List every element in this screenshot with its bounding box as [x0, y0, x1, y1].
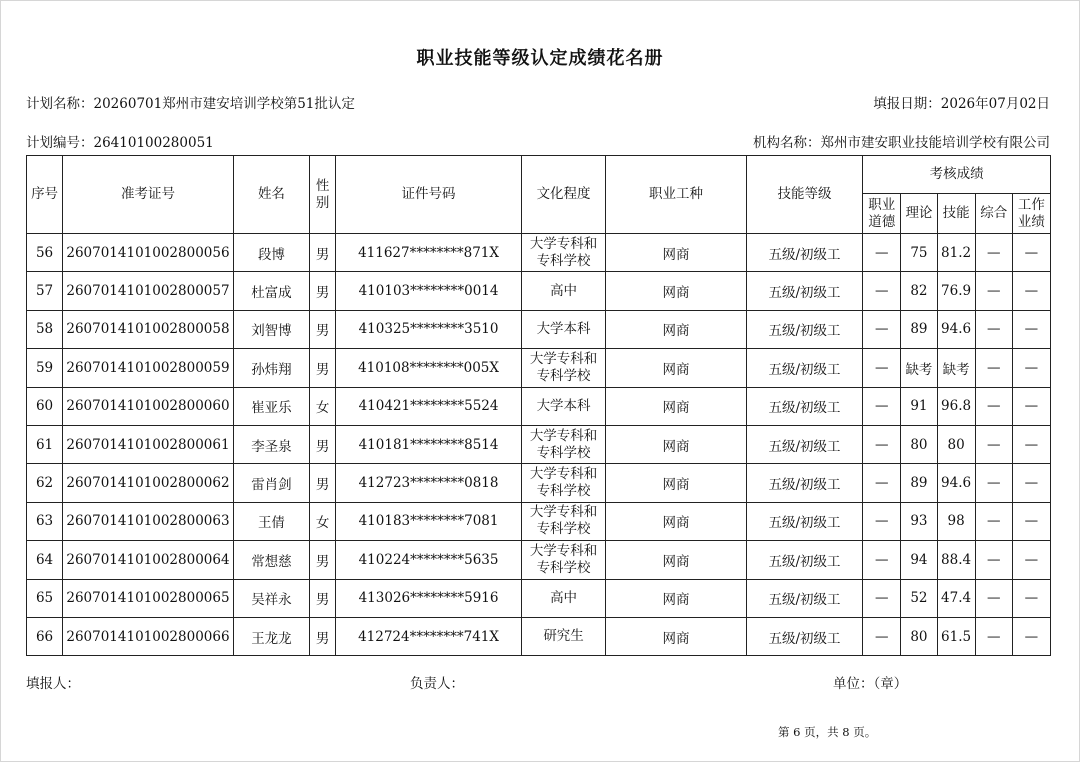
cell-ethics: —	[863, 349, 901, 387]
cell-skill-level: 五级/初级工	[746, 425, 862, 463]
document-title: 职业技能等级认定成绩花名册	[416, 48, 664, 69]
cell-gender: 男	[310, 617, 336, 655]
cell-seq: 65	[27, 579, 63, 617]
cell-work: —	[1012, 464, 1050, 502]
cell-education-line1: 大学专科和	[529, 542, 598, 559]
cell-skill: 61.5	[937, 617, 975, 655]
cell-id-no: 413026********5916	[336, 579, 522, 617]
cell-theory: 缺考	[901, 349, 937, 387]
cell-exam-no: 2607014101002800058	[63, 310, 234, 348]
table-row	[27, 541, 1051, 579]
cell-seq: 57	[27, 272, 63, 310]
cell-skill-level: 五级/初级工	[746, 272, 862, 310]
cell-skill-level: 五级/初级工	[746, 502, 862, 540]
cell-education	[521, 272, 605, 310]
cell-name: 常想慈	[233, 541, 309, 579]
cell-exam-no: 2607014101002800065	[63, 579, 234, 617]
cell-seq: 63	[27, 502, 63, 540]
cell-skill-level: 五级/初级工	[746, 464, 862, 502]
plan-name-value: 20260701郑州市建安培训学校第51批认定	[93, 96, 355, 112]
cell-ethics: —	[863, 502, 901, 540]
fill-date	[873, 92, 1050, 112]
cell-skill: 96.8	[937, 387, 975, 425]
cell-education	[521, 617, 605, 655]
cell-education	[521, 579, 605, 617]
cell-occupation: 网商	[606, 579, 747, 617]
header-ethics-line2: 道德	[868, 213, 896, 230]
cell-skill-level: 五级/初级工	[746, 579, 862, 617]
cell-work: —	[1012, 425, 1050, 463]
cell-id-no: 411627********871X	[336, 234, 522, 272]
header-theory: 理论	[901, 194, 937, 234]
cell-education-line2: 专科学校	[536, 252, 591, 269]
cell-name: 刘智博	[233, 310, 309, 348]
cell-id-no: 412724********741X	[336, 617, 522, 655]
cell-gender: 女	[310, 502, 336, 540]
cell-work: —	[1012, 502, 1050, 540]
cell-skill: 98	[937, 502, 975, 540]
cell-occupation: 网商	[606, 541, 747, 579]
cell-occupation: 网商	[606, 502, 747, 540]
header-work-line2: 业绩	[1017, 213, 1045, 230]
header-scores: 考核成绩	[863, 156, 1051, 194]
org-name	[753, 131, 1050, 151]
cell-comprehensive: —	[975, 349, 1012, 387]
cell-comprehensive: —	[975, 579, 1012, 617]
cell-exam-no: 2607014101002800064	[63, 541, 234, 579]
plan-number-value: 26410100280051	[93, 135, 214, 151]
cell-seq: 64	[27, 541, 63, 579]
header-gender-line2: 别	[315, 194, 330, 211]
cell-ethics: —	[863, 234, 901, 272]
cell-education-line2: 专科学校	[536, 521, 591, 538]
cell-comprehensive: —	[975, 425, 1012, 463]
table-row	[27, 617, 1051, 655]
cell-ethics: —	[863, 387, 901, 425]
cell-education-line1: 大学专科和	[529, 466, 598, 483]
cell-seq: 66	[27, 617, 63, 655]
cell-skill: 94.6	[937, 464, 975, 502]
cell-id-no: 410421********5524	[336, 387, 522, 425]
cell-work: —	[1012, 541, 1050, 579]
cell-work: —	[1012, 310, 1050, 348]
plan-name-label: 计划名称：	[26, 96, 94, 112]
cell-gender: 男	[310, 310, 336, 348]
cell-comprehensive: —	[975, 541, 1012, 579]
cell-theory: 75	[901, 234, 937, 272]
cell-occupation: 网商	[606, 349, 747, 387]
cell-education	[521, 387, 605, 425]
cell-comprehensive: —	[975, 502, 1012, 540]
header-comprehensive: 综合	[975, 194, 1012, 234]
plan-number	[26, 131, 214, 151]
cell-education-line2: 专科学校	[536, 367, 591, 384]
cell-education	[521, 541, 605, 579]
header-education: 文化程度	[521, 156, 605, 234]
cell-education-line1: 大学本科	[536, 320, 591, 337]
cell-skill: 47.4	[937, 579, 975, 617]
fill-date-label: 填报日期：	[873, 96, 941, 112]
header-occupation: 职业工种	[606, 156, 747, 234]
cell-skill-level: 五级/初级工	[746, 541, 862, 579]
cell-gender: 男	[310, 349, 336, 387]
cell-ethics: —	[863, 272, 901, 310]
cell-work: —	[1012, 349, 1050, 387]
cell-education	[521, 310, 605, 348]
page-number: 第 6 页，共 8 页。	[778, 725, 877, 739]
cell-work: —	[1012, 234, 1050, 272]
cell-work: —	[1012, 617, 1050, 655]
cell-seq: 58	[27, 310, 63, 348]
cell-gender: 男	[310, 234, 336, 272]
cell-education-line2: 专科学校	[536, 444, 591, 461]
cell-ethics: —	[863, 464, 901, 502]
cell-seq: 56	[27, 234, 63, 272]
cell-comprehensive: —	[975, 234, 1012, 272]
cell-skill: 76.9	[937, 272, 975, 310]
cell-occupation: 网商	[606, 617, 747, 655]
header-exam-no: 准考证号	[63, 156, 234, 234]
cell-education-line1: 大学本科	[536, 397, 591, 414]
table-row	[27, 502, 1051, 540]
header-work	[1012, 194, 1050, 234]
cell-education-line2: 专科学校	[536, 483, 591, 500]
cell-theory: 89	[901, 464, 937, 502]
cell-skill: 缺考	[937, 349, 975, 387]
cell-occupation: 网商	[606, 272, 747, 310]
org-name-label: 机构名称：	[753, 135, 821, 151]
cell-education	[521, 234, 605, 272]
cell-name: 孙炜翔	[233, 349, 309, 387]
cell-name: 崔亚乐	[233, 387, 309, 425]
table-row	[27, 310, 1051, 348]
cell-occupation: 网商	[606, 464, 747, 502]
header-skill: 技能	[937, 194, 975, 234]
cell-skill: 88.4	[937, 541, 975, 579]
header-gender	[310, 156, 336, 234]
cell-id-no: 410181********8514	[336, 425, 522, 463]
cell-education	[521, 425, 605, 463]
header-gender-line1: 性	[315, 177, 330, 194]
cell-exam-no: 2607014101002800056	[63, 234, 234, 272]
cell-id-no: 410103********0014	[336, 272, 522, 310]
cell-name: 李圣泉	[233, 425, 309, 463]
cell-occupation: 网商	[606, 234, 747, 272]
cell-occupation: 网商	[606, 387, 747, 425]
table-row	[27, 272, 1051, 310]
cell-work: —	[1012, 272, 1050, 310]
cell-name: 吴祥永	[233, 579, 309, 617]
cell-skill-level: 五级/初级工	[746, 617, 862, 655]
cell-seq: 62	[27, 464, 63, 502]
cell-theory: 80	[901, 617, 937, 655]
cell-ethics: —	[863, 425, 901, 463]
cell-work: —	[1012, 579, 1050, 617]
cell-name: 王龙龙	[233, 617, 309, 655]
cell-comprehensive: —	[975, 617, 1012, 655]
cell-name: 雷肖剑	[233, 464, 309, 502]
plan-number-label: 计划编号：	[26, 135, 94, 151]
cell-skill-level: 五级/初级工	[746, 387, 862, 425]
cell-education-line1: 研究生	[543, 628, 584, 645]
table-row	[27, 579, 1051, 617]
cell-theory: 93	[901, 502, 937, 540]
cell-skill: 94.6	[937, 310, 975, 348]
cell-id-no: 410224********5635	[336, 541, 522, 579]
cell-education-line1: 大学专科和	[529, 235, 598, 252]
cell-seq: 61	[27, 425, 63, 463]
cell-name: 段博	[233, 234, 309, 272]
cell-gender: 男	[310, 425, 336, 463]
cell-exam-no: 2607014101002800062	[63, 464, 234, 502]
cell-seq: 60	[27, 387, 63, 425]
cell-gender: 女	[310, 387, 336, 425]
cell-theory: 80	[901, 425, 937, 463]
cell-theory: 89	[901, 310, 937, 348]
cell-education-line2: 专科学校	[536, 559, 591, 576]
cell-exam-no: 2607014101002800063	[63, 502, 234, 540]
cell-occupation: 网商	[606, 425, 747, 463]
cell-exam-no: 2607014101002800066	[63, 617, 234, 655]
cell-gender: 男	[310, 464, 336, 502]
cell-skill-level: 五级/初级工	[746, 234, 862, 272]
cell-education-line1: 大学专科和	[529, 427, 598, 444]
cell-education	[521, 502, 605, 540]
header-id-no: 证件号码	[336, 156, 522, 234]
cell-ethics: —	[863, 541, 901, 579]
cell-comprehensive: —	[975, 310, 1012, 348]
header-work-line1: 工作	[1017, 196, 1045, 213]
cell-skill-level: 五级/初级工	[746, 349, 862, 387]
cell-theory: 91	[901, 387, 937, 425]
cell-comprehensive: —	[975, 387, 1012, 425]
header-ethics	[863, 194, 901, 234]
cell-theory: 52	[901, 579, 937, 617]
table-row	[27, 387, 1051, 425]
cell-education-line1: 高中	[550, 282, 578, 299]
cell-skill: 81.2	[937, 234, 975, 272]
filler-label: 填报人：	[26, 676, 80, 692]
cell-comprehensive: —	[975, 464, 1012, 502]
cell-education-line1: 高中	[550, 589, 578, 606]
table-row	[27, 464, 1051, 502]
cell-occupation: 网商	[606, 310, 747, 348]
score-table	[26, 155, 1051, 656]
org-name-value: 郑州市建安职业技能培训学校有限公司	[820, 135, 1050, 151]
fill-date-value: 2026年07月02日	[940, 96, 1050, 112]
cell-gender: 男	[310, 579, 336, 617]
responsible-label: 负责人：	[410, 676, 464, 692]
cell-exam-no: 2607014101002800060	[63, 387, 234, 425]
cell-gender: 男	[310, 541, 336, 579]
cell-skill-level: 五级/初级工	[746, 310, 862, 348]
cell-work: —	[1012, 387, 1050, 425]
cell-gender: 男	[310, 272, 336, 310]
table-row	[27, 234, 1051, 272]
cell-exam-no: 2607014101002800057	[63, 272, 234, 310]
header-skill-level: 技能等级	[746, 156, 862, 234]
unit-seal-label: 单位：（章）	[833, 676, 908, 692]
cell-comprehensive: —	[975, 272, 1012, 310]
cell-theory: 82	[901, 272, 937, 310]
cell-education-line1: 大学专科和	[529, 504, 598, 521]
cell-theory: 94	[901, 541, 937, 579]
table-row	[27, 349, 1051, 387]
cell-name: 王倩	[233, 502, 309, 540]
cell-id-no: 410108********005X	[336, 349, 522, 387]
table-row	[27, 425, 1051, 463]
cell-id-no: 412723********0818	[336, 464, 522, 502]
cell-seq: 59	[27, 349, 63, 387]
cell-skill: 80	[937, 425, 975, 463]
cell-ethics: —	[863, 579, 901, 617]
cell-exam-no: 2607014101002800061	[63, 425, 234, 463]
cell-exam-no: 2607014101002800059	[63, 349, 234, 387]
cell-id-no: 410183********7081	[336, 502, 522, 540]
cell-education-line1: 大学专科和	[529, 350, 598, 367]
cell-education	[521, 464, 605, 502]
header-ethics-line1: 职业	[868, 196, 896, 213]
cell-education	[521, 349, 605, 387]
cell-name: 杜富成	[233, 272, 309, 310]
header-name: 姓名	[233, 156, 309, 234]
cell-ethics: —	[863, 310, 901, 348]
header-seq: 序号	[27, 156, 63, 234]
cell-id-no: 410325********3510	[336, 310, 522, 348]
plan-name	[26, 92, 355, 112]
cell-ethics: —	[863, 617, 901, 655]
